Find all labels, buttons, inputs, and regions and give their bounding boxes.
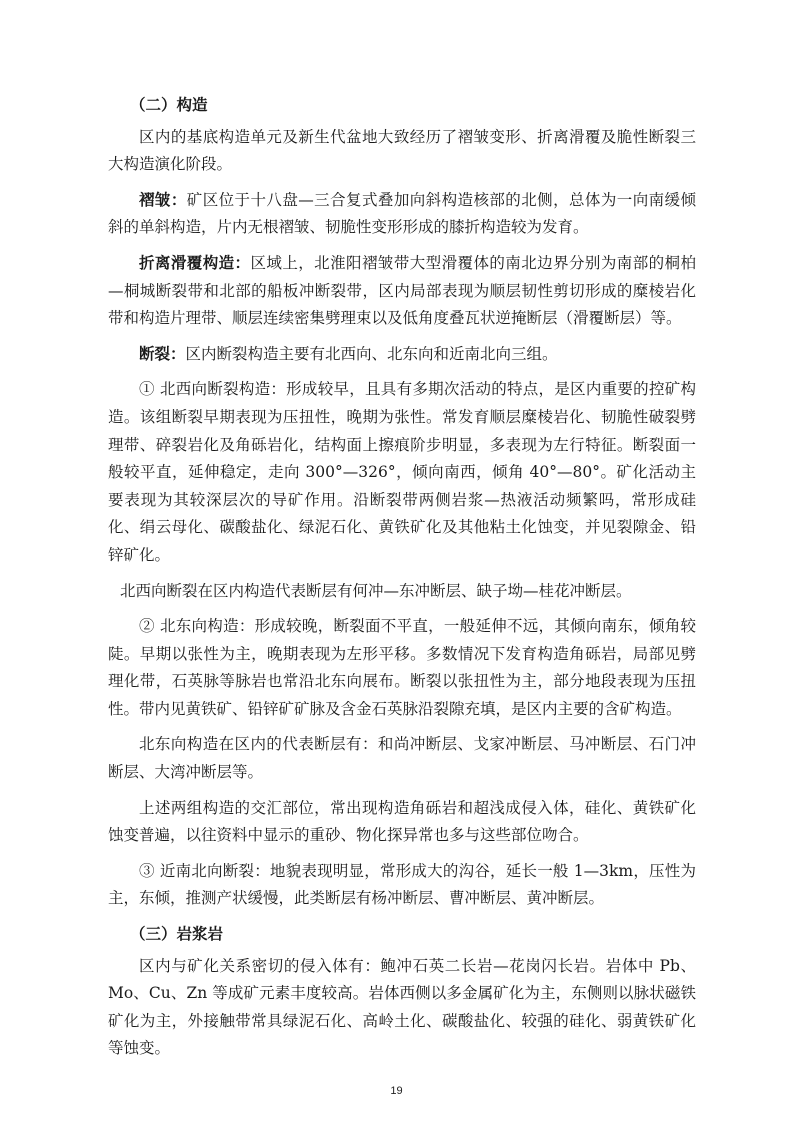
section-heading-magmatic-rock: （三）岩浆岩 — [130, 925, 224, 944]
nw-fault-paragraph: ① 北西向断裂构造：形成较早，且具有多期次活动的特点，是区内重要的控矿构造。该组断裂早期表现为压扭性，晚期为张性。常发育顺层糜棱岩化、韧脆性破裂劈理带、碎裂岩化及角砾岩化，结构面上擦痕阶步明显，多表现为左行特征。断裂面一般较平直，延伸稳定，走向 300°—326°，倾向南西，倾角 40°—80°。矿化活动主要表现为其较深层次的导矿作用。沿断裂带两侧岩浆—热液活动频繁吗，常形成硅化、绢云母化、碳酸盐化、绿泥石化、黄铁矿化及其他粘土化蚀变，并见裂隙金、铅锌矿化。 — [108, 380, 696, 564]
magmatic-rock-paragraph: 区内与矿化关系密切的侵入体有：鲍冲石英二长岩—花岗闪长岩。岩体中 Pb、Mo、Cu、Zn 等成矿元素丰度较高。岩体西侧以多金属矿化为主，东侧则以脉状磁铁矿化为主，外接触带常具绿泥石化、高岭土化、碳酸盐化、较强的硅化、弱黄铁矿化等蚀变。 — [108, 956, 696, 1058]
detachment-paragraph — [108, 250, 696, 333]
section-heading-structure: （二）构造 — [130, 96, 208, 114]
ne-fault-examples-paragraph: 北东向构造在区内的代表断层有：和尚冲断层、戈家冲断层、马冲断层、石门冲断层、大湾冲断层等。 — [108, 735, 696, 782]
page-content — [108, 92, 696, 1071]
fold-paragraph — [108, 187, 696, 242]
structure-intro-paragraph: 区内的基底构造单元及新生代盆地大致经历了褶皱变形、折离滑覆及脆性断裂三大构造演化阶段。 — [108, 127, 696, 174]
detachment-term: 折离滑覆构造： — [139, 253, 251, 272]
fault-text: 区内断裂构造主要有北西向、北东向和近南北向三组。 — [185, 344, 558, 363]
detachment-text: 区域上，北淮阳褶皱带大型滑覆体的南北边界分别为南部的桐柏—桐城断裂带和北部的船板冲断裂带，区内局部表现为顺层韧性剪切形成的糜棱岩化带和构造片理带、顺层连续密集劈理束以及低角度叠瓦状逆掩断层（滑覆断层）等。 — [108, 253, 696, 328]
ne-fault-paragraph: ② 北东向构造：形成较晚，断裂面不平直，一般延伸不远，其倾向南东，倾角较陡。早期以张性为主，晚期表现为左形平移。多数情况下发育构造角砾岩，局部见劈理化带，石英脉等脉岩也常沿北东向展布。断裂以张扭性为主，部分地段表现为压扭性。带内见黄铁矿、铅锌矿矿脉及含金石英脉沿裂隙充填，是区内主要的含矿构造。 — [108, 617, 696, 718]
page-number: 19 — [390, 1085, 403, 1097]
intersection-paragraph: 上述两组构造的交汇部位，常出现构造角砾岩和超浅成侵入体，硅化、黄铁矿化蚀变普遍，以往资料中显示的重砂、物化探异常也多与这些部位吻合。 — [108, 798, 696, 845]
fold-term: 褶皱： — [139, 190, 187, 209]
fold-text: 矿区位于十八盘—三合复式叠加向斜构造核部的北侧，总体为一向南缓倾斜的单斜构造，片内无根褶皱、韧脆性变形形成的膝折构造较为发育。 — [108, 190, 696, 237]
nw-fault-examples-paragraph: 北西向断裂在区内构造代表断层有何冲—东冲断层、缺子坳—桂花冲断层。 — [120, 581, 632, 600]
fault-term: 断裂： — [139, 344, 186, 363]
ns-fault-paragraph: ③ 近南北向断裂：地貌表现明显，常形成大的沟谷，延长一般 1—3km，压性为主，东倾，推测产状缓慢，此类断层有杨冲断层、曹冲断层、黄冲断层。 — [108, 861, 696, 908]
fault-paragraph — [108, 341, 696, 369]
